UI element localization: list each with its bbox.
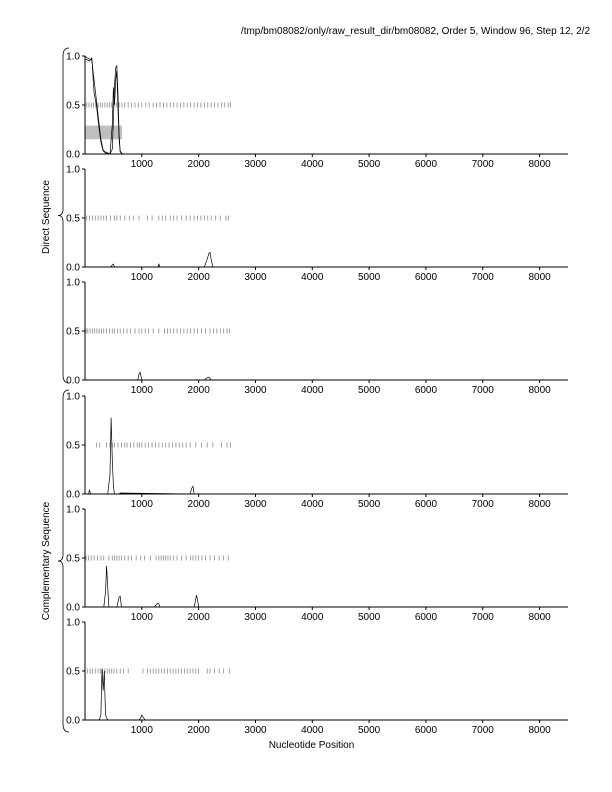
x-tick-label: 6000 — [414, 272, 438, 283]
y-tick-label: 0.5 — [66, 440, 80, 452]
x-tick-label: 5000 — [357, 385, 381, 396]
y-tick-label: 1.0 — [66, 51, 80, 63]
x-tick-label: 2000 — [187, 499, 210, 510]
y-tick-label: 0.0 — [66, 149, 80, 161]
y-tick-label: 0.0 — [66, 602, 80, 614]
x-tick-label: 3000 — [244, 725, 267, 736]
x-tick-label: 3000 — [244, 272, 267, 283]
y-tick-label: 0.5 — [66, 666, 80, 678]
x-tick-label: 7000 — [471, 499, 494, 510]
x-tick-label: 8000 — [528, 159, 551, 170]
x-tick-label: 1000 — [130, 725, 153, 736]
panel-2 — [82, 169, 568, 270]
chart-title: /tmp/bm08082/only/raw_result_dir/bm08082, Order 5, Window 96, Step 12, 2/2 — [240, 26, 590, 37]
x-tick-label: 4000 — [301, 725, 324, 736]
x-tick-label: 1000 — [130, 612, 153, 623]
x-tick-label: 7000 — [471, 612, 494, 623]
series-line-1 — [85, 372, 568, 380]
x-tick-label: 8000 — [528, 612, 551, 623]
series-line-1 — [85, 566, 568, 607]
direct-group-label: Direct Sequence — [41, 180, 52, 254]
x-tick-label: 4000 — [301, 612, 324, 623]
panel-4 — [82, 396, 568, 497]
x-tick-label: 8000 — [528, 385, 551, 396]
x-tick-label: 8000 — [528, 272, 551, 283]
panel-3 — [82, 282, 568, 383]
x-tick-label: 1000 — [130, 159, 153, 170]
y-tick-label: 1.0 — [66, 277, 80, 289]
x-tick-label: 1000 — [130, 272, 153, 283]
y-tick-label: 0.5 — [66, 553, 80, 565]
x-tick-label: 4000 — [301, 159, 324, 170]
x-tick-label: 2000 — [187, 725, 210, 736]
x-tick-label: 2000 — [187, 159, 210, 170]
y-tick-label: 0.5 — [66, 213, 80, 225]
x-axis-label: Nucleotide Position — [268, 740, 355, 751]
x-tick-label: 7000 — [471, 159, 494, 170]
complementary-group-label: Complementary Sequence — [41, 501, 52, 621]
x-tick-label: 3000 — [244, 385, 267, 396]
x-tick-label: 4000 — [301, 272, 324, 283]
x-tick-label: 2000 — [187, 272, 210, 283]
x-tick-label: 4000 — [301, 385, 324, 396]
x-tick-label: 6000 — [414, 385, 438, 396]
y-tick-label: 1.0 — [66, 391, 80, 403]
x-tick-label: 6000 — [414, 499, 438, 510]
x-tick-label: 6000 — [414, 612, 438, 623]
y-tick-label: 0.0 — [66, 715, 80, 727]
y-tick-label: 1.0 — [66, 617, 80, 629]
x-tick-label: 1000 — [130, 385, 153, 396]
y-tick-label: 0.0 — [66, 375, 80, 387]
x-tick-label: 5000 — [357, 499, 381, 510]
series-line-1 — [85, 418, 568, 494]
x-tick-label: 5000 — [357, 272, 381, 283]
y-tick-label: 1.0 — [66, 504, 80, 516]
x-tick-label: 2000 — [187, 612, 210, 623]
panel-1 — [82, 56, 568, 157]
x-tick-label: 6000 — [414, 725, 438, 736]
x-tick-label: 6000 — [414, 159, 438, 170]
series-line-1 — [85, 669, 568, 720]
y-tick-label: 0.5 — [66, 100, 80, 112]
x-tick-label: 7000 — [471, 272, 494, 283]
panel-5 — [82, 509, 568, 610]
series-line-1 — [85, 252, 568, 267]
x-tick-label: 5000 — [357, 725, 381, 736]
x-tick-label: 8000 — [528, 499, 551, 510]
highlight-region — [85, 126, 122, 140]
x-tick-label: 1000 — [130, 499, 153, 510]
panel-6 — [82, 622, 568, 723]
y-tick-label: 0.0 — [66, 489, 80, 501]
y-tick-label: 0.5 — [66, 326, 80, 338]
x-tick-label: 7000 — [471, 725, 494, 736]
y-tick-label: 1.0 — [66, 164, 80, 176]
x-tick-label: 5000 — [357, 612, 381, 623]
x-tick-label: 3000 — [244, 612, 267, 623]
x-tick-label: 3000 — [244, 159, 267, 170]
x-tick-label: 5000 — [357, 159, 381, 170]
x-tick-label: 8000 — [528, 725, 551, 736]
x-tick-label: 2000 — [187, 385, 210, 396]
x-tick-label: 4000 — [301, 499, 324, 510]
x-tick-label: 7000 — [471, 385, 494, 396]
x-tick-label: 3000 — [244, 499, 267, 510]
y-tick-label: 0.0 — [66, 262, 80, 274]
